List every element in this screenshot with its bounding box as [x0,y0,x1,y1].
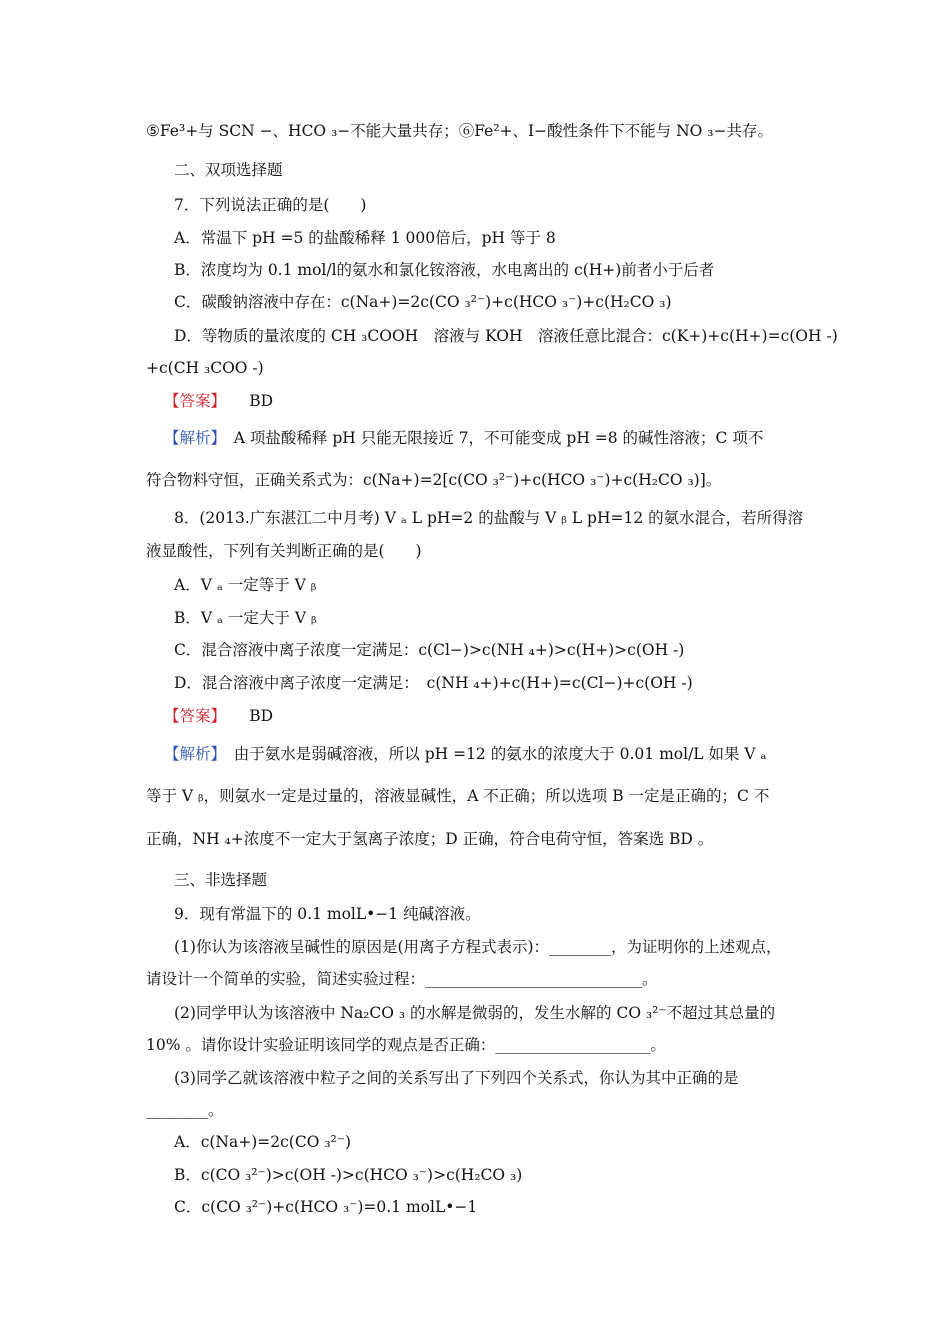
sub-question-3-blank: ________。 [146,1101,224,1119]
answer-row [164,391,812,411]
analysis-row [164,744,812,764]
section-heading: 二、双项选择题 [174,161,283,179]
option-c: C．c(CO ₃²⁻)+c(HCO ₃⁻)=0.1 molL•−1 [174,1198,478,1216]
sub-question-1-cont: 请设计一个简单的实验，简述实验过程：____________________________。 [146,970,658,988]
option-b: B．V ₐ 一定大于 V ᵦ [174,609,317,627]
analysis-row [164,428,812,448]
answer-tag: 【答案】 [164,392,219,410]
sub-question-2-cont: 10% 。请你设计实验证明该同学的观点是否正确：____________________。 [146,1036,666,1054]
option-a: A．V ₐ 一定等于 V ᵦ [174,576,317,594]
analysis-cont: 正确，NH ₄+浓度不一定大于氢离子浓度；D 正确，符合电荷守恒，答案选 BD 。 [146,830,714,848]
option-d: D．等物质的量浓度的 CH ₃COOH 溶液与 KOH 溶液任意比混合：c(K+)+c(H+)=c(OH -) [174,327,838,345]
sub-question-3: (3)同学乙就该溶液中粒子之间的关系写出了下列四个关系式，你认为其中正确的是 [174,1069,739,1087]
analysis-text: A 项盐酸稀释 pH 只能无限接近 7，不可能变成 pH =8 的碱性溶液；C 项不 [233,429,764,447]
sub-question-2: (2)同学甲认为该溶液中 Na₂CO ₃ 的水解是微弱的，发生水解的 CO ₃²⁻不超过其总量的 [174,1004,776,1022]
option-c: C．碳酸钠溶液中存在：c(Na+)=2c(CO ₃²⁻)+c(HCO ₃⁻)+c(H₂CO ₃) [174,293,672,311]
analysis-tag: 【解析】 [164,429,219,447]
question-9: 9．现有常温下的 0.1 molL•−1 纯碱溶液。 [174,905,481,923]
question-8-cont: 液显酸性，下列有关判断正确的是( ) [146,542,422,560]
option-b: B．c(CO ₃²⁻)>c(OH -)>c(HCO ₃⁻)>c(H₂CO ₃) [174,1166,523,1184]
question-7: 7．下列说法正确的是( ) [174,196,367,214]
option-c: C．混合溶液中离子浓度一定满足：c(Cl−)>c(NH ₄+)>c(H+)>c(OH -) [174,641,685,659]
option-d: D．混合溶液中离子浓度一定满足： c(NH ₄+)+c(H+)=c(Cl−)+c(OH -) [174,674,693,692]
question-8: 8．(2013.广东湛江二中月考) V ₐ L pH=2 的盐酸与 V ᵦ L pH=12 的氨水混合，若所得溶 [174,509,804,527]
analysis-cont: 符合物料守恒，正确关系式为：c(Na+)=2[c(CO ₃²⁻)+c(HCO ₃⁻)+c(H₂CO ₃)]。 [146,471,722,489]
answer-value: BD [249,707,274,725]
option-b: B．浓度均为 0.1 mol/l的氨水和氯化铵溶液，水电离出的 c(H+)前者小于后者 [174,261,715,279]
analysis-text: 由于氨水是弱碱溶液，所以 pH =12 的氨水的浓度大于 0.01 mol/L 如果 V ₐ [233,745,767,763]
section-heading: 三、非选择题 [174,871,268,889]
answer-row [164,706,812,726]
option-a: A．常温下 pH =5 的盐酸稀释 1 000倍后，pH 等于 8 [174,229,556,247]
sub-question-1: (1)你认为该溶液呈碱性的原因是(用离子方程式表示)：________，为证明你的上述观点， [174,938,782,956]
answer-value: BD [249,392,274,410]
text-line: ⑤Fe³+与 SCN −、HCO ₃−不能大量共存；⑥Fe²+、I−酸性条件下不能与 NO ₃−共存。 [146,122,773,140]
analysis-cont: 等于 V ᵦ，则氨水一定是过量的，溶液显碱性，A 不正确；所以选项 B 一定是正确的；C 不 [146,787,770,805]
option-d-cont: +c(CH ₃COO -) [146,359,264,377]
answer-tag: 【答案】 [164,707,219,725]
option-a: A．c(Na+)=2c(CO ₃²⁻) [174,1133,351,1151]
analysis-tag: 【解析】 [164,745,219,763]
